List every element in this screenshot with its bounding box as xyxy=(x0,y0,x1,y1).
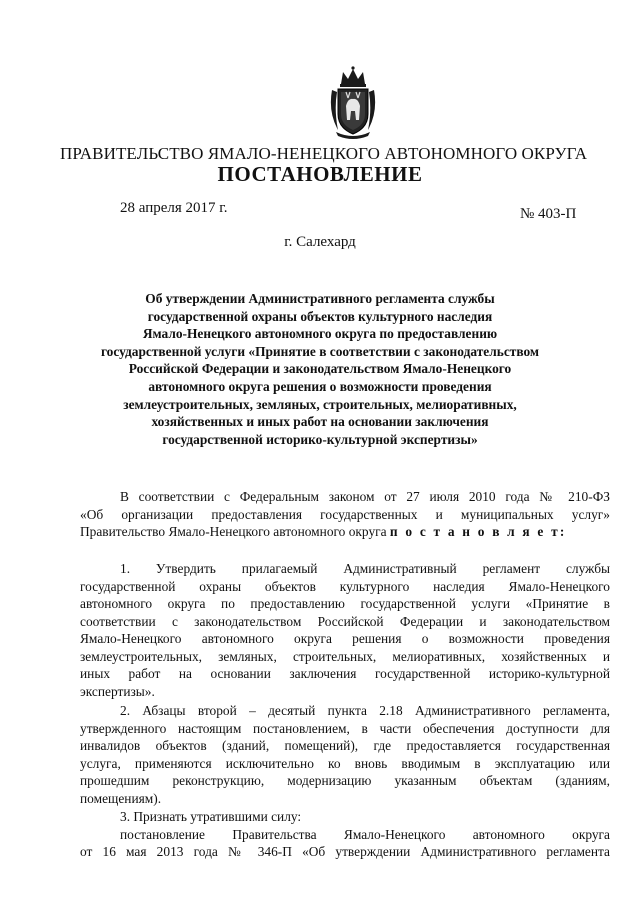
item-3-line: постановление Правительства Ямало-Ненецкого автономного округа xyxy=(120,826,610,842)
document-type: ПОСТАНОВЛЕНИЕ xyxy=(217,162,423,186)
item-2-line: прошедшим реконструкцию, модернизацию указанным объектам (зданиям, xyxy=(80,773,610,788)
subject-line: Об утверждении Административного регламента службы xyxy=(145,291,495,306)
decree-word: п о с т а н о в л я е т: xyxy=(389,524,567,539)
item-2-line: инвалидов объектов (зданий, помещений), где предоставляется государственная xyxy=(80,738,610,753)
item-1-line: государственной охраны объектов культурного наследия Ямало-Ненецкого xyxy=(80,578,610,594)
coat-of-arms-emblem xyxy=(326,64,380,140)
item-3-paragraph xyxy=(80,808,610,861)
document-subject xyxy=(70,290,570,448)
item-2-line: помещениям). xyxy=(80,790,162,806)
subject-line: государственной услуги «Принятие в соответствии с законодательством xyxy=(100,343,540,359)
item-3-line: 3. Признать утратившими силу: xyxy=(120,809,302,824)
subject-line: хозяйственных и иных работ на основании заключения xyxy=(151,414,489,430)
item-2-paragraph xyxy=(80,702,610,807)
item-1-line: автономного округа по предоставлению государственной услуги «Принятие в xyxy=(80,596,610,611)
item-3-line: от 16 мая 2013 года № 346-П «Об утверждении Административного регламента xyxy=(80,844,610,859)
subject-line: Российской Федерации и законодательством Ямало-Ненецкого xyxy=(128,361,512,377)
item-1-paragraph xyxy=(80,560,610,700)
item-1-line: Ямало-Ненецкого автономного округа решения о возможности проведения xyxy=(80,631,610,646)
item-1-line: экспертизы». xyxy=(80,683,155,699)
subject-line: Ямало-Ненецкого автономного округа по предоставлению xyxy=(142,326,498,342)
preamble-line xyxy=(80,523,610,541)
subject-line: государственной охраны объектов культурного наследия xyxy=(147,308,493,324)
item-1-line: иных работ на основании заключения государственной историко-культурной xyxy=(80,666,610,681)
document-city: г. Салехард xyxy=(284,234,356,250)
item-2-line: утвержденного настоящим постановлением, в части обеспечения доступности для xyxy=(80,720,610,736)
preamble-text: Правительство Ямало-Ненецкого автономного округа xyxy=(80,524,390,539)
item-1-line: соответствии с законодательством Российской Федерации и законодательством xyxy=(80,613,610,629)
document-date: 28 апреля 2017 г. xyxy=(120,200,228,216)
item-2-line: 2. Абзацы второй – десятый пункта 2.18 Административного регламента, xyxy=(120,703,610,718)
preamble-line: В соответствии с Федеральным законом от 27 июля 2010 года № 210-ФЗ xyxy=(120,489,610,504)
subject-line: землеустроительных, земляных, строительных, мелиоративных, xyxy=(123,396,517,412)
document-number: № 403-П xyxy=(520,206,577,222)
subject-line: автономного округа решения о возможности проведения xyxy=(148,378,492,394)
preamble-paragraph xyxy=(80,488,610,541)
preamble-line: «Об организации предоставления государственных и муниципальных услуг» xyxy=(80,506,610,522)
item-2-line: услуга, применяются исключительно ко вновь вводимым в эксплуатацию или xyxy=(80,755,610,771)
subject-line: государственной историко-культурной экспертизы» xyxy=(162,431,478,447)
item-1-line: 1. Утвердить прилагаемый Административный регламент службы xyxy=(120,561,610,576)
government-title: ПРАВИТЕЛЬСТВО ЯМАЛО-НЕНЕЦКОГО АВТОНОМНОГО ОКРУГА xyxy=(60,144,588,163)
item-1-line: землеустроительных, земляных, строительных, мелиоративных, хозяйственных и xyxy=(80,648,610,664)
